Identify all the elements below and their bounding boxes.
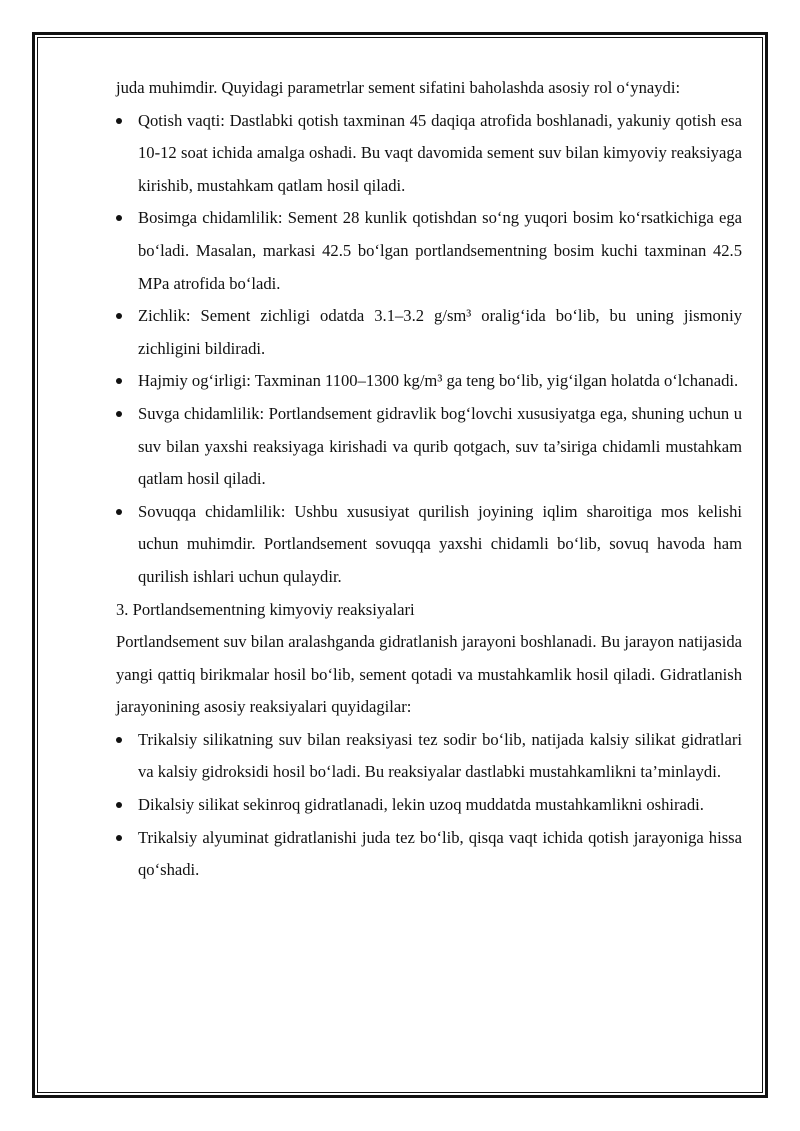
list-item <box>116 105 742 203</box>
section-heading: 3. Portlandsementning kimyoviy reaksiyalari <box>116 599 415 619</box>
list-item-text: Dikalsiy silikat sekinroq gidratlanadi, lekin uzoq muddatda mustahkamlikni oshiradi. <box>138 795 704 815</box>
list-item <box>116 496 742 594</box>
list-item <box>116 365 742 398</box>
list-item-text: Qotish vaqti: Dastlabki qotish taxminan 45 daqiqa atrofida boshlanadi, yakuniy qotish esa 10-12 soat ichida amalga oshadi. Bu vaqt davomida sement suv bilan kimyoviy reaksiyaga kirishib, mustahkam qatlam hosil qiladi. <box>138 110 742 195</box>
list-item <box>116 300 742 365</box>
list-item-text: Suvga chidamlilik: Portlandsement gidravlik bog‘lovchi xususiyatga ega, shuning uchun u suv bilan yaxshi reaksiyaga kirishadi va qurib qotgach, suv ta’siriga chidamli mustahkam qatlam hosil qiladi. <box>138 403 742 489</box>
list-item <box>116 822 742 887</box>
list-item <box>116 202 742 300</box>
section-paragraph: Portlandsement suv bilan aralashganda gidratlanish jarayoni boshlanadi. Bu jarayon natijasida yangi qattiq birikmalar hosil bo‘lib, sement qotadi va mustahkamlik hosil qiladi. Gidratlanish jarayonining asosiy reaksiyalari quyidagilar: <box>116 632 742 717</box>
bullet-icon <box>116 835 122 841</box>
list-item <box>116 789 742 822</box>
list-item <box>116 724 742 789</box>
bullet-icon <box>116 411 122 417</box>
parameters-list <box>116 105 742 594</box>
list-item-text: Zichlik: Sement zichligi odatda 3.1–3.2 g/sm³ oralig‘ida bo‘lib, bu uning jismoniy zichligini bildiradi. <box>138 306 742 358</box>
list-item <box>116 398 742 496</box>
bullet-icon <box>116 118 122 124</box>
bullet-icon <box>116 313 122 319</box>
list-item-text: Hajmiy og‘irligi: Taxminan 1100–1300 kg/m³ ga teng bo‘lib, yig‘ilgan holatda o‘lchanadi. <box>138 371 739 391</box>
bullet-icon <box>116 509 122 515</box>
list-item-text: Sovuqqa chidamlilik: Ushbu xususiyat qurilish joyining iqlim sharoitiga mos kelishi uchun muhimdir. Portlandsement sovuqqa yaxshi chidamli bo‘lib, sovuq havoda ham qurilish ishlari uchun qulaydir. <box>138 501 742 586</box>
document-body <box>116 72 742 887</box>
bullet-icon <box>116 737 122 743</box>
intro-paragraph: juda muhimdir. Quyidagi parametrlar sement sifatini baholashda asosiy rol o‘ynaydi: <box>116 78 681 97</box>
list-item-text: Trikalsiy alyuminat gidratlanishi juda tez bo‘lib, qisqa vaqt ichida qotish jarayoniga hissa qo‘shadi. <box>138 827 742 880</box>
bullet-icon <box>116 378 122 384</box>
bullet-icon <box>116 802 122 808</box>
bullet-icon <box>116 215 122 221</box>
list-item-text: Bosimga chidamlilik: Sement 28 kunlik qotishdan so‘ng yuqori bosim ko‘rsatkichiga ega bo‘ladi. Masalan, markasi 42.5 bo‘lgan portlandsementning bosim kuchi taxminan 42.5 MPa atrofida bo‘ladi. <box>138 208 742 293</box>
list-item-text: Trikalsiy silikatning suv bilan reaksiyasi tez sodir bo‘lib, natijada kalsiy silikat gidratlari va kalsiy gidroksidi hosil bo‘ladi. Bu reaksiyalar dastlabki mustahkamlikni ta’minlaydi. <box>138 729 742 782</box>
reactions-list <box>116 724 742 887</box>
